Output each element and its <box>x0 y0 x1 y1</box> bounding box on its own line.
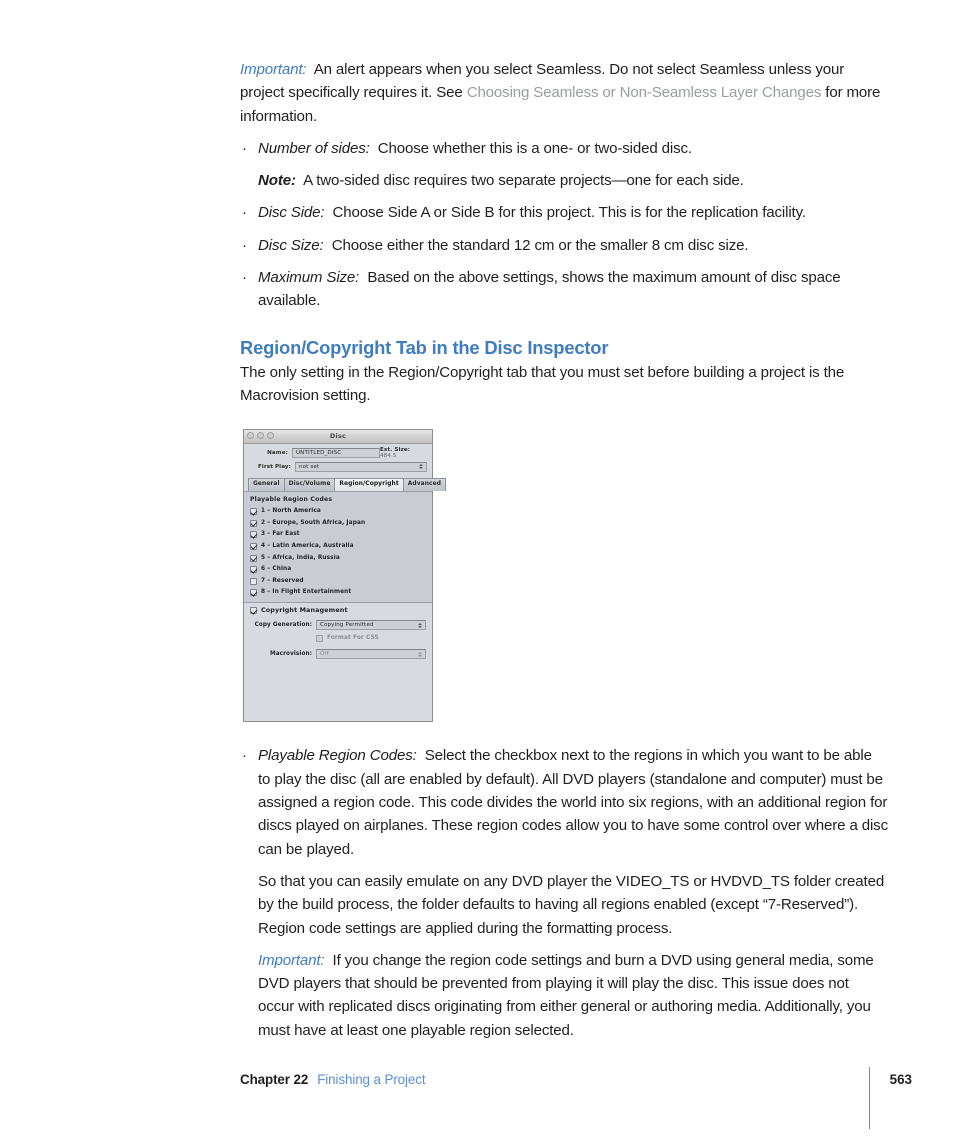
list-item-text: Choose Side A or Side B for this project. This is for the replication facility. <box>332 204 806 222</box>
name-label: Name: <box>267 449 288 456</box>
list-item-lead: Maximum Size: <box>258 269 360 287</box>
first-play-row <box>249 461 427 472</box>
chevron-updown-icon <box>416 650 424 658</box>
list-item-lead: Disc Side: <box>258 204 325 222</box>
page-content <box>240 58 888 1051</box>
region-7-label: 7 – Reserved <box>261 577 304 584</box>
zoom-icon[interactable] <box>267 432 274 439</box>
chapter-title-link[interactable]: Finishing a Project <box>317 1072 426 1087</box>
close-icon[interactable] <box>247 432 254 439</box>
region-1-checkbox[interactable] <box>250 508 257 515</box>
region-6-label: 6 – China <box>261 566 292 573</box>
footer-divider <box>869 1067 870 1129</box>
disc-inspector-figure <box>243 429 442 722</box>
region-row[interactable] <box>250 589 426 596</box>
format-for-css-label: Format For CSS <box>327 635 379 642</box>
region-8-checkbox[interactable] <box>250 589 257 596</box>
tab-advanced[interactable]: Advanced <box>403 478 446 491</box>
list-item-text: Choose whether this is a one- or two-sided disc. <box>377 139 692 157</box>
region-3-label: 3 – Far East <box>261 531 300 538</box>
list-item-lead: Disc Size: <box>258 236 324 254</box>
note-text: A two-sided disc requires two separate projects—one for each side. <box>303 172 744 190</box>
copyright-management-row[interactable] <box>250 607 426 614</box>
note-paragraph <box>258 169 888 192</box>
est-size-label: Est. Size: <box>379 446 411 453</box>
macrovision-row <box>250 649 426 659</box>
region-row[interactable] <box>250 520 426 527</box>
page-footer <box>240 1071 912 1115</box>
region-row[interactable] <box>250 531 426 538</box>
footer-chapter-info <box>240 1071 912 1089</box>
window-titlebar <box>244 430 432 444</box>
region-4-label: 4 – Latin America, Australia <box>261 543 354 550</box>
section-intro-paragraph: The only setting in the Region/Copyright tab that you must set before building a project is the Macrovision setting. <box>240 363 845 404</box>
est-size-value: 484.5 <box>379 452 397 459</box>
macrovision-select[interactable]: Off <box>316 649 426 659</box>
format-for-css-checkbox[interactable] <box>316 635 323 642</box>
list-item <box>240 234 888 257</box>
copyright-management-label: Copyright Management <box>261 606 348 615</box>
copy-generation-row <box>250 620 426 630</box>
inspector-tabbar <box>244 477 442 491</box>
minimize-icon[interactable] <box>257 432 264 439</box>
window-controls <box>247 432 274 439</box>
note-block <box>240 169 888 192</box>
bullet-dot-icon: · <box>242 204 247 222</box>
list-item-paragraph <box>258 744 888 860</box>
emulate-paragraph: So that you can easily emulate on any DVD player the VIDEO_TS or HVDVD_TS folder created by the build process, the folder defaults to having all regions enabled (except “7-Reserved”). Region code settings are applied during the formatting process. <box>258 872 885 937</box>
region-5-label: 5 – Africa, India, Russia <box>261 554 340 561</box>
bullet-dot-icon: · <box>242 236 247 254</box>
important-label-2: Important: <box>258 951 325 969</box>
disc-inspector-window <box>243 429 442 722</box>
est-size-readout <box>380 447 427 459</box>
important-paragraph-2 <box>258 949 888 1042</box>
macrovision-label: Macrovision: <box>269 651 312 658</box>
important-note-block <box>240 58 888 128</box>
list-item-lead: Number of sides: <box>258 139 370 157</box>
list-item-text: Choose either the standard 12 cm or the smaller 8 cm disc size. <box>331 236 749 254</box>
tab-general[interactable]: General <box>248 478 285 491</box>
region-row[interactable] <box>250 555 426 562</box>
inspector-header-fields <box>244 444 432 477</box>
window-title: Disc <box>329 432 347 441</box>
bullet-dot-icon: · <box>242 269 247 287</box>
list-item-text: Based on the above settings, shows the maximum amount of disc space available. <box>258 269 841 310</box>
important-note-block-2 <box>240 949 888 1042</box>
region-4-checkbox[interactable] <box>250 543 257 550</box>
region-2-checkbox[interactable] <box>250 520 257 527</box>
list-item-paragraph <box>258 201 888 224</box>
list-item-paragraph <box>258 266 888 313</box>
chevron-updown-icon <box>417 463 425 471</box>
copy-generation-select[interactable]: Copying Permitted <box>316 620 426 630</box>
list-item-lead: Playable Region Codes: <box>258 747 417 765</box>
format-for-css-row[interactable] <box>316 635 426 642</box>
first-play-select[interactable]: not set <box>295 462 427 472</box>
list-item <box>240 266 888 313</box>
tab-region-copyright[interactable]: Region/Copyright <box>334 478 403 491</box>
emulate-block <box>240 870 888 940</box>
note-label: Note: <box>258 172 296 190</box>
chapter-label: Chapter 22 <box>240 1072 309 1087</box>
copyright-management-checkbox[interactable] <box>250 607 257 614</box>
page-number: 563 <box>889 1072 912 1087</box>
region-7-checkbox[interactable] <box>250 578 257 585</box>
first-play-label: First Play: <box>257 463 291 470</box>
bullet-dot-icon: · <box>242 747 247 765</box>
copy-generation-label: Copy Generation: <box>254 622 312 629</box>
important-text-b: for more information. <box>240 84 881 125</box>
region-8-label: 8 – In Flight Entertainment <box>261 589 352 596</box>
region-row[interactable] <box>250 543 426 550</box>
bullet-dot-icon: · <box>242 139 247 157</box>
region-5-checkbox[interactable] <box>250 555 257 562</box>
region-6-checkbox[interactable] <box>250 566 257 573</box>
list-item <box>240 137 888 160</box>
list-item-text: Select the checkbox next to the regions in which you want to be able to play the disc (all are enabled by default). All DVD players (standalone and computer) must be assigned a region code. This code divides the world into six regions, with an additional region for discs played on airplanes. These region codes allow you to have some control over where a disc can be played. <box>258 747 888 858</box>
section-heading: Region/Copyright Tab in the Disc Inspector <box>240 336 609 358</box>
region-row[interactable] <box>250 578 426 585</box>
region-2-label: 2 – Europe, South Africa, Japan <box>261 519 366 526</box>
important-note-paragraph <box>240 58 888 128</box>
copyright-management-panel <box>244 602 432 721</box>
tab-disc-volume[interactable]: Disc/Volume <box>284 478 336 491</box>
list-item <box>240 744 888 860</box>
region-row[interactable] <box>250 566 426 573</box>
region-3-checkbox[interactable] <box>250 531 257 538</box>
name-input[interactable]: UNTITLED_DISC <box>292 448 380 458</box>
important-text-a: An alert appears when you select Seamless. Do not select Seamless unless your project specifically requires it. See <box>240 61 845 102</box>
important-label: Important: <box>240 61 307 78</box>
chevron-updown-icon <box>416 621 424 629</box>
list-item-paragraph <box>258 234 888 257</box>
list-item-paragraph <box>258 137 888 160</box>
playable-region-codes-title: Playable Region Codes <box>250 496 333 504</box>
region-row[interactable] <box>250 508 426 515</box>
cross-reference-link[interactable]: Choosing Seamless or Non-Seamless Layer Changes <box>466 84 822 102</box>
region-1-label: 1 – North America <box>261 508 321 515</box>
important-text-2: If you change the region code settings and burn a DVD using general media, some DVD players that should be prevented from playing it will play the disc. This issue does not occur with replicated discs originating from either general or authoring media. Additionally, you must have at least one playable region selected. <box>258 951 874 1039</box>
list-item <box>240 201 888 224</box>
name-row <box>249 447 427 458</box>
playable-region-codes-panel <box>244 491 432 602</box>
